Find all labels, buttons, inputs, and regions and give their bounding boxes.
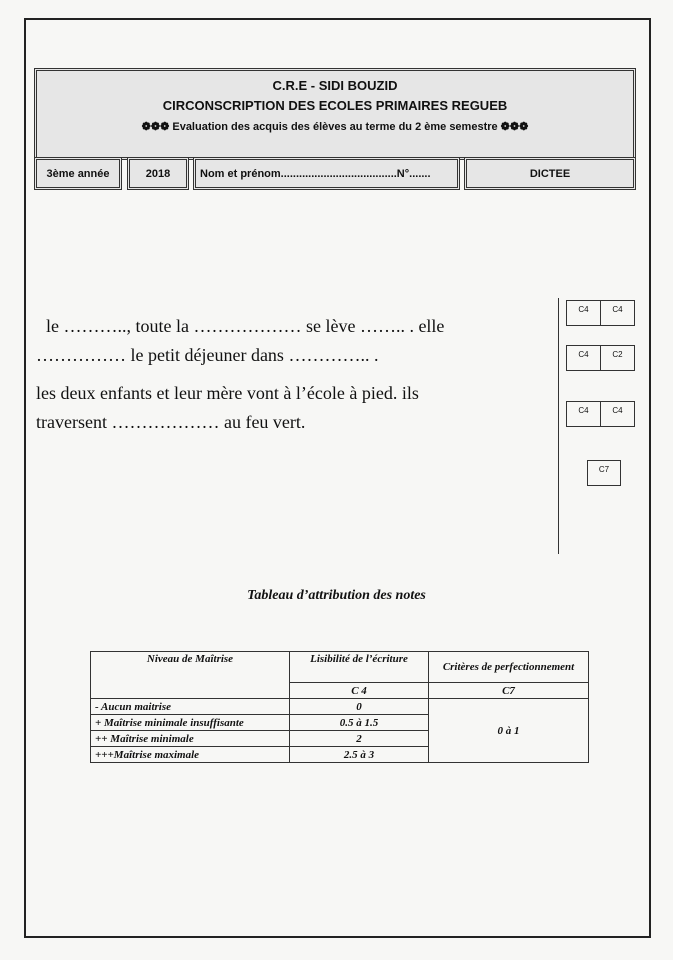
subject-cell	[464, 157, 636, 190]
subject-label: DICTEE	[529, 167, 571, 180]
dictation-line-1b: …………… le petit déjeuner dans ………….. .	[36, 345, 379, 365]
year-label: 2018	[145, 167, 171, 180]
dictation-line-2a: les deux enfants et leur mère vont à l’école à pied. ils	[36, 383, 419, 403]
grade-label: 3ème année	[46, 167, 110, 180]
header-level: Niveau de Maîtrise	[91, 652, 290, 699]
table-row	[91, 699, 589, 715]
row-level: ++ Maîtrise minimale	[91, 731, 290, 747]
grade-cell	[34, 157, 122, 190]
dictation-line-2b: traversent ……………… au feu vert.	[36, 412, 306, 432]
header-line-2: CIRCONSCRIPTION DES ECOLES PRIMAIRES REGUEB	[162, 98, 508, 113]
criteria-label: C4	[578, 406, 589, 415]
margin-divider	[558, 298, 559, 554]
row-c4: 0.5 à 1.5	[290, 715, 429, 731]
row-c4: 2	[290, 731, 429, 747]
header-line-1: C.R.E - SIDI BOUZID	[272, 78, 398, 93]
exam-header	[34, 68, 636, 160]
row-c4: 2.5 à 3	[290, 747, 429, 763]
row-c4: 0	[290, 699, 429, 715]
grading-table	[90, 651, 589, 763]
row-level: +++Maîtrise maximale	[91, 747, 290, 763]
c7-value: 0 à 1	[429, 699, 589, 763]
subheader-c7: C7	[429, 683, 589, 699]
header-c7: Critères de perfectionnement	[429, 652, 589, 683]
criteria-label: C7	[598, 465, 610, 474]
name-cell	[193, 157, 460, 190]
header-c4: Lisibilité de l’écriture	[290, 652, 429, 683]
criteria-box-4	[587, 460, 621, 486]
criteria-label: C4	[578, 305, 589, 314]
subheader-c4: C 4	[290, 683, 429, 699]
table-title: Tableau d’attribution des notes	[247, 588, 426, 603]
row-level: + Maîtrise minimale insuffisante	[91, 715, 290, 731]
criteria-box-3	[566, 401, 635, 427]
year-cell	[127, 157, 189, 190]
row-level: - Aucun maitrise	[91, 699, 290, 715]
table-header-row	[91, 652, 589, 683]
criteria-box-2	[566, 345, 635, 371]
criteria-label: C4	[600, 301, 634, 325]
criteria-label: C4	[600, 402, 634, 426]
criteria-label: C4	[578, 350, 589, 359]
criteria-box-1	[566, 300, 635, 326]
name-field-label: Nom et prénom......................................N°.......	[200, 167, 431, 180]
header-line-3: ❁❁❁ Evaluation des acquis des élèves au terme du 2 ème semestre ❁❁❁	[141, 121, 529, 133]
criteria-label: C2	[600, 346, 634, 370]
dictation-line-1a: le ……….., toute la ……………… se lève …….. . elle	[46, 316, 445, 336]
